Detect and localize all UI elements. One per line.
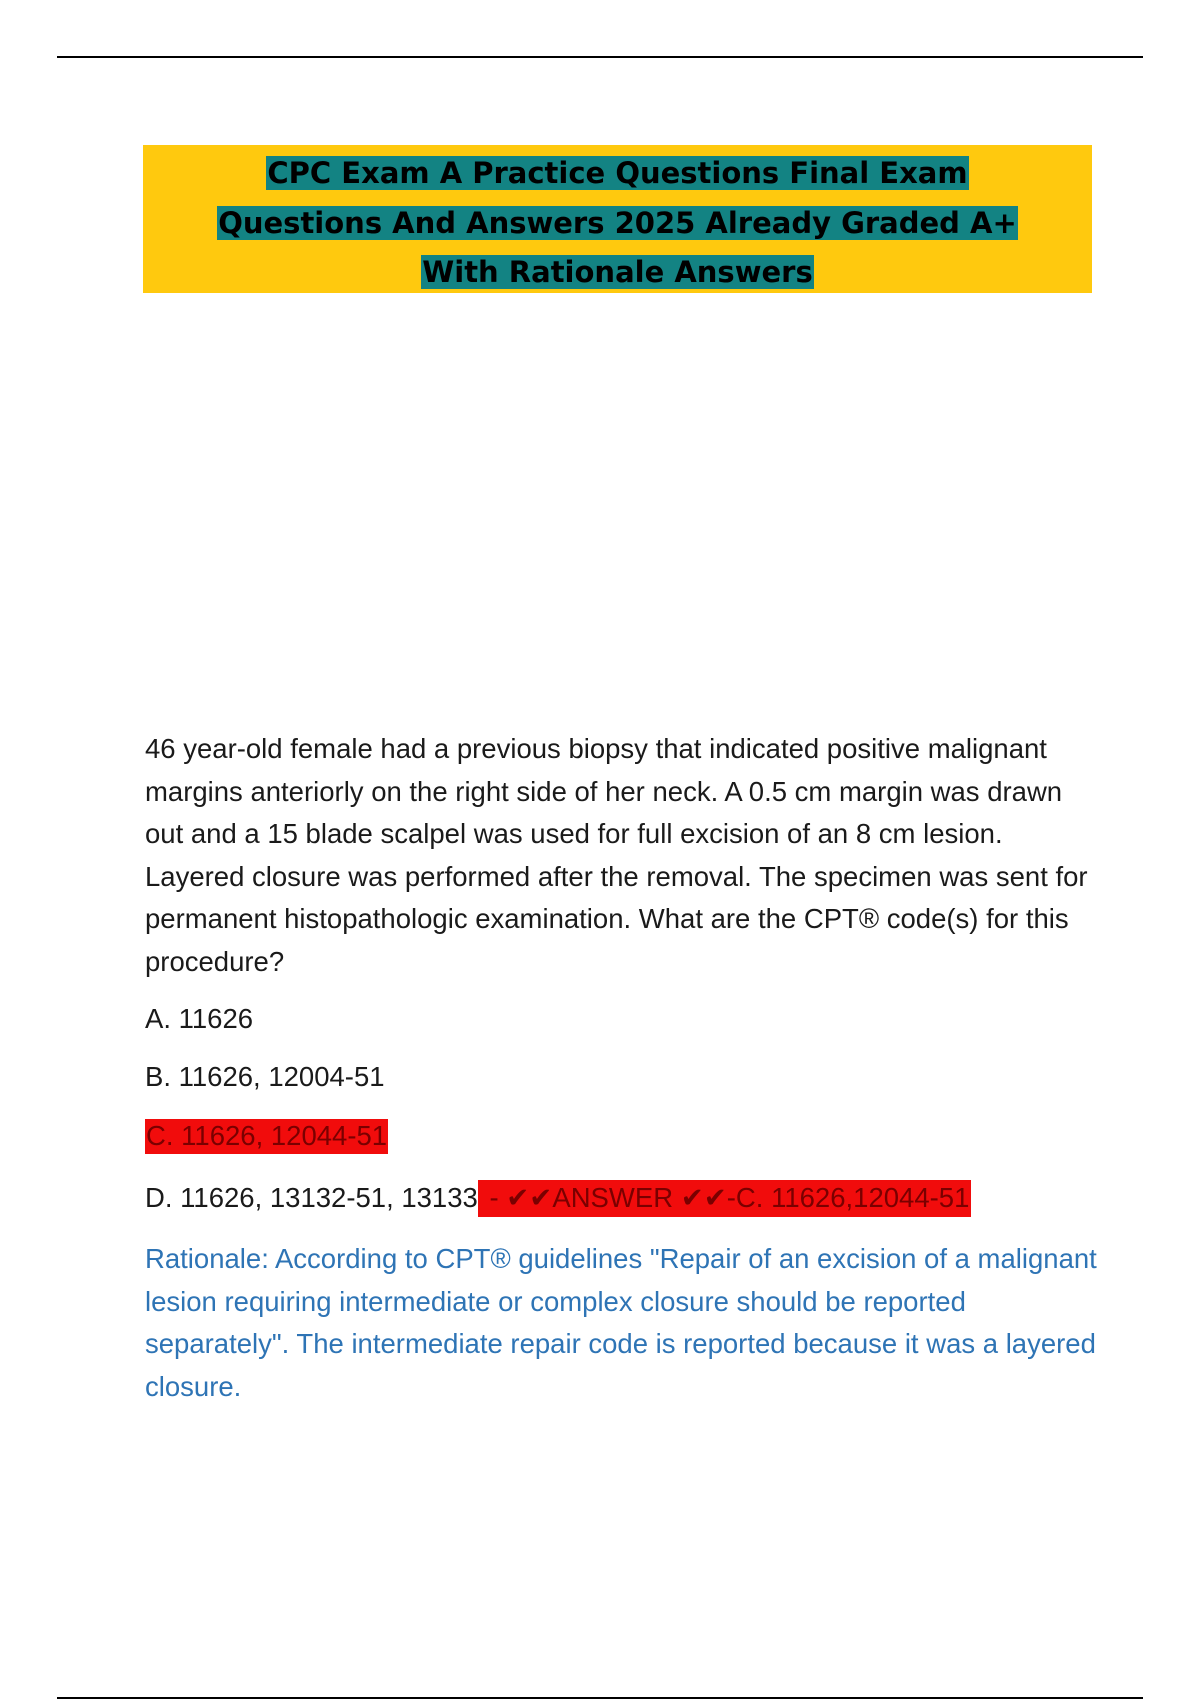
document-title [143,149,1092,298]
option-c [145,1116,388,1156]
title-line-2: Questions And Answers 2025 Already Graded A+ [218,205,1017,240]
bottom-rule [57,1697,1143,1699]
answer-key: - ✔✔ANSWER ✔✔-C. 11626,12044-51 [478,1180,972,1217]
title-banner [143,145,1092,293]
option-b: B. 11626, 12004-51 [145,1061,385,1092]
rationale-text: Rationale: According to CPT® guidelines "Repair of an excision of a malignant lesion requiring intermediate or complex closure should be reported separately". The intermediate repair code is reported because it was a layered closure. [145,1243,1097,1402]
title-line-1: CPC Exam A Practice Questions Final Exam [267,156,968,190]
question-stem: 46 year-old female had a previous biopsy that indicated positive malignant margins anteriorly on the right side of her neck. A 0.5 cm margin was drawn out and a 15 blade scalpel was used for full excision of an 8 cm lesion. Layered closure was performed after the removal. The specimen was sent for permanent histopathologic examination. What are the CPT® code(s) for this procedure? [145,733,1088,977]
title-line-3: With Rationale Answers [422,255,813,289]
top-rule [57,56,1143,58]
option-a: A. 11626 [145,1003,254,1034]
option-d [145,1178,971,1218]
option-d-label: D. 11626, 13132-51, 13133 [145,1182,478,1213]
option-c-highlighted: C. 11626, 12044-51 [145,1119,388,1154]
